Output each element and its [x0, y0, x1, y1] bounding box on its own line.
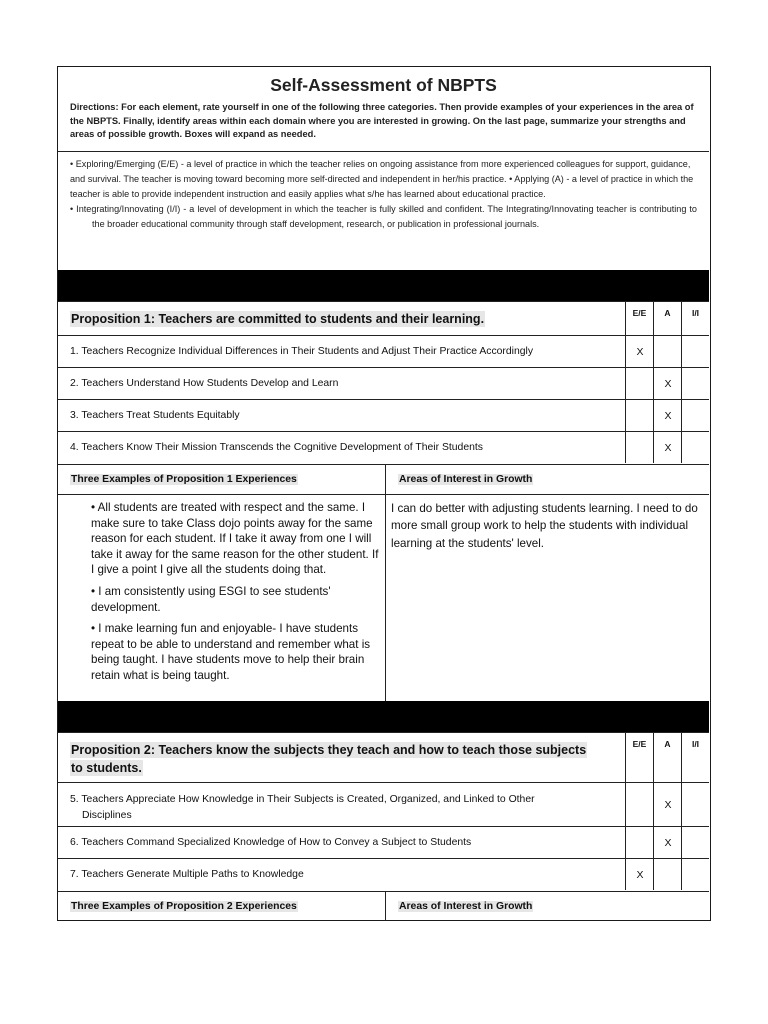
column-divider	[385, 892, 386, 921]
rating-cell-ee[interactable]: X	[625, 336, 654, 367]
element-label: 7. Teachers Generate Multiple Paths to Knowledge	[70, 869, 304, 880]
table-row	[58, 431, 709, 463]
growth-header: Areas of Interest in Growth	[399, 901, 533, 912]
col-header-ee: E/E	[625, 733, 653, 782]
rating-cell-ii[interactable]	[681, 368, 710, 399]
table-row	[58, 367, 709, 399]
rating-cell-ee[interactable]	[625, 827, 654, 858]
col-header-ii: I/I	[681, 302, 709, 335]
element-label: 6. Teachers Command Specialized Knowledge of How to Convey a Subject to Students	[70, 837, 472, 848]
proposition-1-title: Proposition 1: Teachers are committed to students and their learning.	[71, 311, 485, 326]
proposition-2-header	[58, 732, 709, 782]
element-label: 1. Teachers Recognize Individual Differences in Their Students and Adjust Their Practice Accordingly	[70, 346, 534, 357]
column-divider	[385, 465, 386, 494]
example-item: • All students are treated with respect and the same. I make sure to take Class dojo points away for the same reason for each student. If I take it away from one I will take it away for the same reason for the other student. If I give a point I give all the students doing that.	[91, 501, 379, 577]
element-label: 4. Teachers Know Their Mission Transcends the Cognitive Development of Their Students	[70, 442, 483, 453]
rating-cell-a[interactable]: X	[653, 783, 682, 826]
example-item: • I am consistently using ESGI to see students' development.	[91, 584, 331, 614]
rating-cell-ii[interactable]	[681, 783, 710, 826]
col-header-a: A	[653, 733, 681, 782]
section-bar	[58, 701, 709, 732]
examples-text-area[interactable]	[91, 500, 381, 690]
element-label: 3. Teachers Treat Students Equitably	[70, 410, 240, 421]
rating-cell-ee[interactable]	[625, 432, 654, 463]
examples-body	[58, 494, 709, 701]
rating-cell-ii[interactable]	[681, 827, 710, 858]
rating-cell-ii[interactable]	[681, 336, 710, 367]
growth-text-area[interactable]: I can do better with adjusting students learning. I need to do more small group work to help the students with individual learning at the students' level.	[391, 502, 698, 550]
proposition-1-header	[58, 301, 709, 335]
column-divider	[385, 495, 386, 701]
examples-header-row	[58, 891, 709, 921]
category-definitions	[58, 157, 709, 232]
table-row	[58, 782, 709, 826]
proposition-2-title-line1: Proposition 2: Teachers know the subjects they teach and how to teach those subjects	[71, 743, 587, 757]
page-title: Self-Assessment of NBPTS	[270, 75, 497, 95]
rating-cell-ee[interactable]	[625, 783, 654, 826]
rating-cell-ii[interactable]	[681, 432, 710, 463]
examples-header: Three Examples of Proposition 1 Experiences	[71, 474, 297, 485]
table-row	[58, 858, 709, 890]
example-item: • I make learning fun and enjoyable- I have students repeat to be able to understand and remember what is being taught. I have students move to help their brain retain what is being taught.	[91, 622, 371, 682]
rating-cell-a[interactable]	[653, 859, 682, 890]
definition-ee-applying: • Exploring/Emerging (E/E) - a level of practice in which the teacher relies on ongoing assistance from more experienced colleagues for support, guidance, and survival. The teacher is moving toward becoming more self-directed and independent in her/his practice. • Applying (A) - a level of practice in which the teacher is able to provide independent instruction and easily applies what s/he has learned about educational practice.	[70, 159, 694, 199]
rating-cell-a[interactable]: X	[653, 432, 682, 463]
table-row	[58, 826, 709, 858]
divider	[58, 151, 709, 152]
rating-cell-ee[interactable]	[625, 368, 654, 399]
definition-integrating: • Integrating/Innovating (I/I) - a level of development in which the teacher is fully skilled and confident. The Integrating/Innovating teacher is contributing to the broader educational community through staff development, research, or publication in professional journals.	[70, 204, 697, 229]
col-header-ii: I/I	[681, 733, 709, 782]
examples-header: Three Examples of Proposition 2 Experiences	[71, 901, 297, 912]
element-label-line2: Disciplines	[82, 810, 132, 821]
col-header-ee: E/E	[625, 302, 653, 335]
examples-header-row	[58, 464, 709, 494]
rating-cell-ee[interactable]: X	[625, 859, 654, 890]
directions-text: Directions: For each element, rate yourself in one of the following three categories. Then provide examples of your experiences in the area of the NBPTS. Finally, identify areas within each domain where you are interested in growing. On the last page, summarize your strengths and areas of possible growth. Boxes will expand as needed.	[70, 102, 694, 139]
assessment-form	[57, 66, 711, 921]
rating-cell-a[interactable]: X	[653, 827, 682, 858]
growth-header: Areas of Interest in Growth	[399, 474, 533, 485]
rating-cell-a[interactable]	[653, 336, 682, 367]
element-label: 2. Teachers Understand How Students Develop and Learn	[70, 378, 339, 389]
proposition-2-title-line2: to students.	[71, 761, 142, 775]
table-row	[58, 335, 709, 367]
element-label-line1: 5. Teachers Appreciate How Knowledge in Their Subjects is Created, Organized, and Linked to Other	[70, 794, 535, 805]
rating-cell-a[interactable]: X	[653, 400, 682, 431]
rating-cell-ii[interactable]	[681, 859, 710, 890]
rating-cell-ee[interactable]	[625, 400, 654, 431]
rating-cell-a[interactable]: X	[653, 368, 682, 399]
col-header-a: A	[653, 302, 681, 335]
table-row	[58, 399, 709, 431]
section-bar	[58, 270, 709, 301]
rating-cell-ii[interactable]	[681, 400, 710, 431]
